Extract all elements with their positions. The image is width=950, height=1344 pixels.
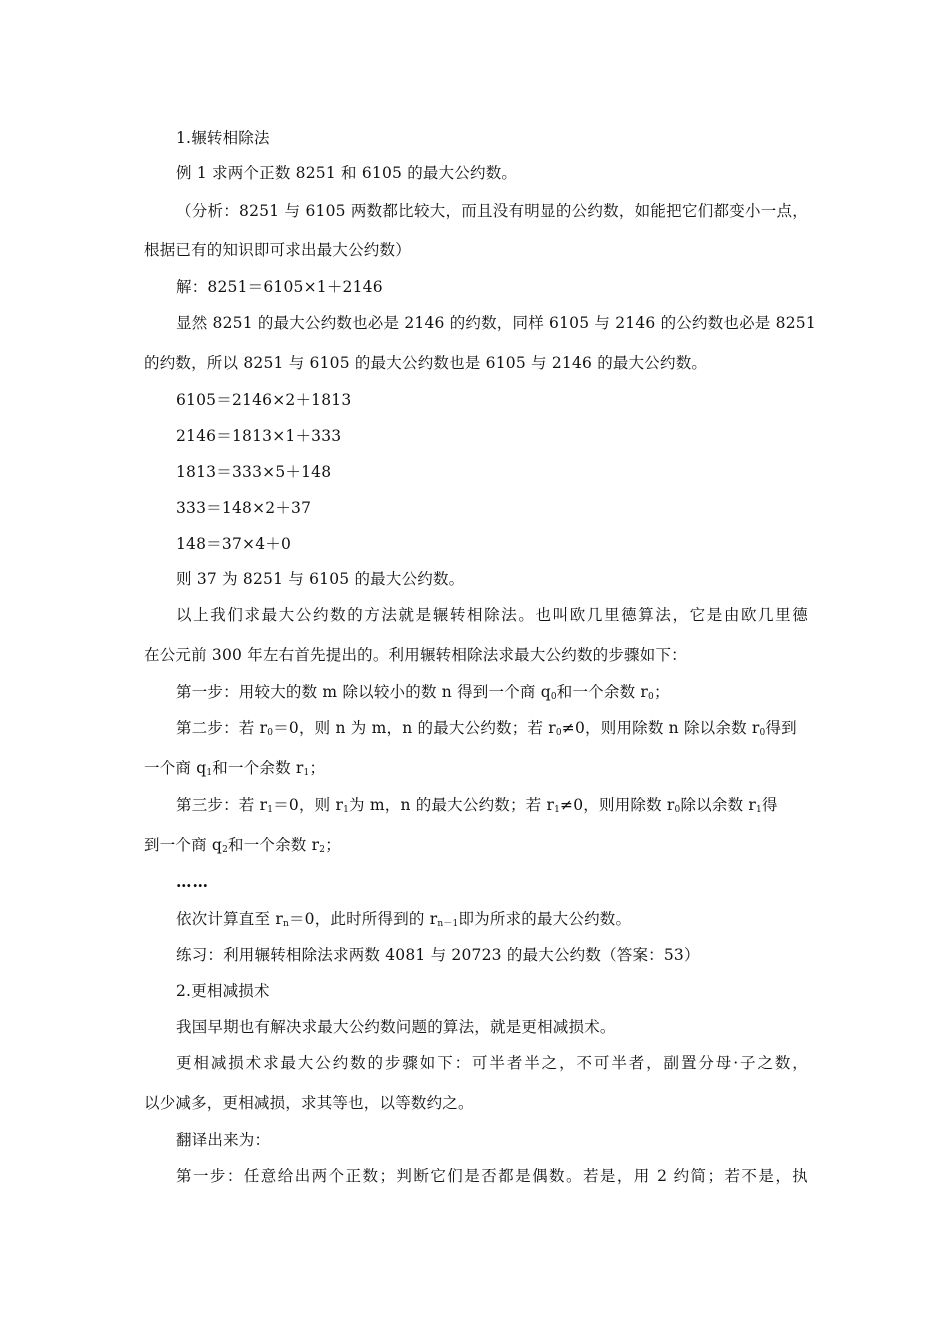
section-heading-1: 1.辗转相除法 [176,129,270,147]
section-heading-2: 2.更相减损术 [176,982,270,1000]
step-2-line-1: 第二步：若 $r_0=0$，则 n 为 m，n 的最大公约数；若 $r_0\ne 0$，则用除数 n 除以余数 $r_0$得到 [176,719,797,738]
obvious-line-2: 的约数，所以 8251 与 6105 的最大公约数也是 6105 与 2146 的最大公约数。 [144,354,708,372]
steps-line-1: 更相减损术求最大公约数的步骤如下：可半者半之，不可半者，副置分母·子之数， [176,1054,808,1072]
equation-1: 6105＝2146×2＋1813 [176,391,352,409]
translation-label: 翻译出来为： [176,1131,271,1149]
ellipsis: …… [176,872,209,891]
equation-5: 148＝37×4＋0 [176,535,292,553]
step-3-line-2: 到一个商 $q_2$和一个余数 $r_2$； [144,836,341,855]
step-3-line-1: 第三步：若 $r_1=0$，则 $r_1$为 m，n 的最大公约数；若 $r_1\ne 0$，则用除数 $r_0$除以余数 $r_1$得 [176,796,778,815]
analysis-line-2: 根据已有的知识即可求出最大公约数） [144,241,411,259]
obvious-line-1: 显然 8251 的最大公约数也必是 2146 的约数，同样 6105 与 2146 的公约数也必是 8251 [176,314,816,332]
method-line-1: 以上我们求最大公约数的方法就是辗转相除法。也叫欧几里德算法，它是由欧几里德 [176,606,808,624]
step-2-line-2: 一个商 $q_1$和一个余数 $r_1$； [144,759,326,778]
sequence-line: 依次计算直至 $r_n=0$，此时所得到的 $r_{n-1}$即为所求的最大公约数。 [176,910,632,929]
steps-line-2: 以少减多，更相减损，求其等也，以等数约之。 [144,1094,474,1112]
method-line-2: 在公元前 300 年左右首先提出的。利用辗转相除法求最大公约数的步骤如下： [144,646,687,664]
intro-line: 我国早期也有解决求最大公约数问题的算法，就是更相减损术。 [176,1018,616,1036]
conclusion: 则 37 为 8251 与 6105 的最大公约数。 [176,570,465,588]
example-1: 例 1 求两个正数 8251 和 6105 的最大公约数。 [176,164,518,182]
analysis-line-1: （分析：8251 与 6105 两数都比较大，而且没有明显的公约数，如能把它们都变小一点， [176,202,808,220]
equation-4: 333＝148×2＋37 [176,499,312,517]
step-1: 第一步：用较大的数 m 除以较小的数 n 得到一个商 $q_0$和一个余数 $r_0$； [176,683,670,702]
translated-step-1: 第一步：任意给出两个正数；判断它们是否都是偶数。若是，用 2 约简；若不是，执 [176,1167,808,1185]
solution-line: 解：8251＝6105×1＋2146 [176,278,383,296]
equation-2: 2146＝1813×1＋333 [176,427,342,445]
practice-line: 练习：利用辗转相除法求两数 4081 与 20723 的最大公约数（答案：53） [176,946,700,964]
equation-3: 1813＝333×5＋148 [176,463,332,481]
